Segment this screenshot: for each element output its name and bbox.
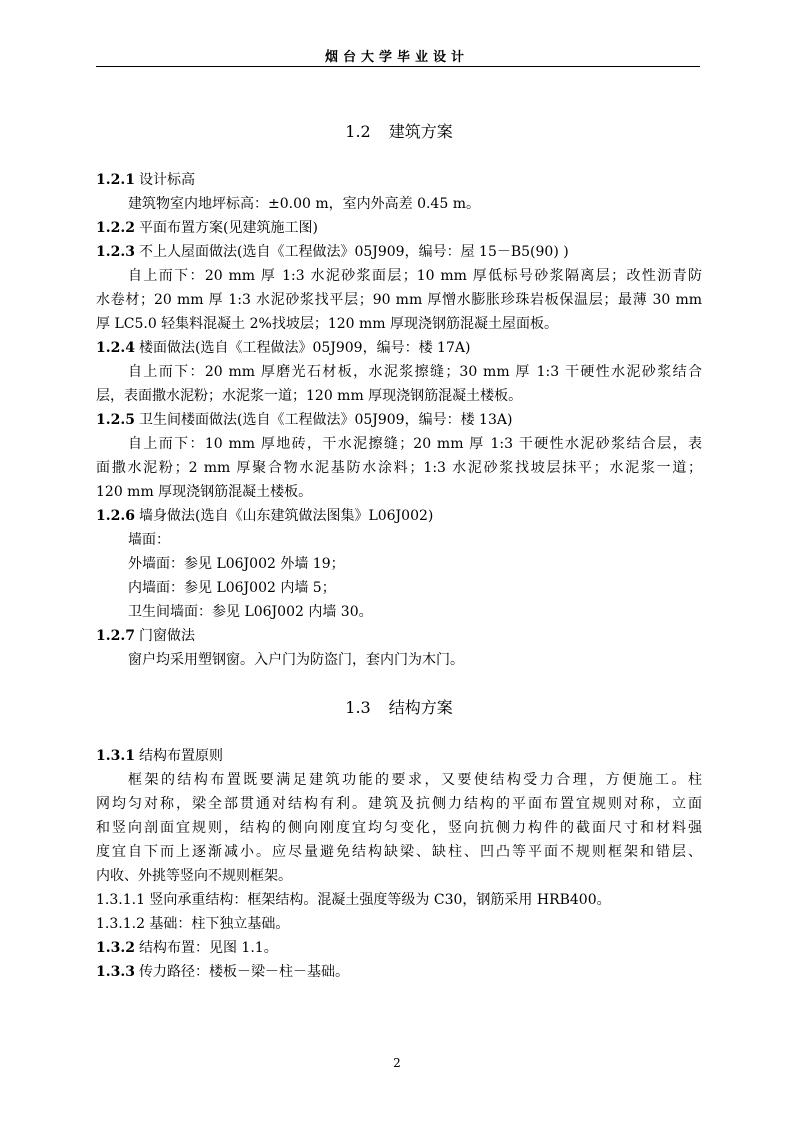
subheading-number: 1.2.5 <box>96 412 135 428</box>
paragraph-line: 120 mm 厚现浇钢筋混凝土楼板。 <box>96 484 313 500</box>
paragraph-line: 窗户均采用塑钢窗。入户门为防盗门，套内门为木门。 <box>128 652 464 668</box>
section-number: 1.3 <box>345 698 371 717</box>
paragraph-line: 度宜自下而上逐渐减小。应尽量避免结构缺梁、缺柱、凹凸等平面不规则框架和错层、 <box>96 844 702 860</box>
subheading-1-3-1-1: 1.3.1.1 竖向承重结构：框架结构。混凝土强度等级为 C30，钢筋采用 HRB400。 <box>96 892 611 908</box>
paragraph-line: 水卷材；20 mm 厚 1:3 水泥砂浆找平层；90 mm 厚憎水膨胀珍珠岩板保温层；最薄 30 mm <box>96 292 702 308</box>
subheading-number: 1.3.2 <box>96 940 135 956</box>
subheading-1-2-1 <box>96 170 195 190</box>
paragraph-line: 层，表面撒水泥粉；水泥浆一道；120 mm 厚现浇钢筋混凝土楼板。 <box>96 388 523 404</box>
section-title: 建筑方案 <box>388 122 453 141</box>
subheading-text: 门窗做法 <box>138 628 195 644</box>
subheading-number: 1.2.4 <box>96 340 135 356</box>
paragraph-line: 自上而下：10 mm 厚地砖，干水泥擦缝；20 mm 厚 1:3 干硬性水泥砂浆结合层，表 <box>128 436 702 452</box>
paragraph-line: 墙面： <box>128 532 170 548</box>
subheading-1-2-3 <box>96 242 569 262</box>
subheading-text: 卫生间楼面做法(选自《工程做法》05J909，编号：楼 13A) <box>138 412 513 428</box>
header-rule <box>96 66 700 67</box>
subheading-1-2-4 <box>96 338 470 358</box>
subheading-text: 传力路径：楼板－梁－柱－基础。 <box>138 964 349 980</box>
subheading-number: 1.2.6 <box>96 508 135 524</box>
subheading-1-2-5 <box>96 410 512 430</box>
subheading-1-3-3 <box>96 962 349 982</box>
section-title: 结构方案 <box>388 698 453 717</box>
header-title: 烟台大学毕业设计 <box>324 50 469 65</box>
paragraph-line: 内收、外挑等竖向不规则框架。 <box>96 868 292 884</box>
paragraph-line: 框架的结构布置既要满足建筑功能的要求，又要使结构受力合理，方便施工。柱 <box>128 772 702 788</box>
subheading-1-3-1 <box>96 746 223 766</box>
paragraph-line: 网均匀对称，梁全部贯通对结构有利。建筑及抗侧力结构的平面布置宜规则对称，立面 <box>96 796 702 812</box>
subheading-text: 楼面做法(选自《工程做法》05J909，编号：楼 17A) <box>138 340 471 356</box>
paragraph-line: 内墙面：参见 L06J002 内墙 5； <box>128 580 336 596</box>
subheading-number: 1.2.1 <box>96 172 135 188</box>
paragraph-line: 面撒水泥粉；2 mm 厚聚合物水泥基防水涂料；1:3 水泥砂浆找坡层抹平；水泥浆一道； <box>96 460 702 476</box>
subheading-1-2-2 <box>96 218 318 238</box>
paragraph-line: 自上而下：20 mm 厚磨光石材板，水泥浆擦缝；30 mm 厚 1:3 干硬性水泥砂浆结合 <box>128 364 702 380</box>
subheading-1-3-2 <box>96 938 278 958</box>
section-heading-1-2 <box>96 122 702 142</box>
section-heading-1-3 <box>96 698 702 718</box>
subheading-1-3-1-2: 1.3.1.2 基础：柱下独立基础。 <box>96 916 290 932</box>
paragraph-line: 自上而下：20 mm 厚 1:3 水泥砂浆面层；10 mm 厚低标号砂浆隔离层；改性沥青防 <box>128 268 702 284</box>
paragraph-line: 卫生间墙面：参见 L06J002 内墙 30。 <box>128 604 373 620</box>
paragraph-line: 建筑物室内地坪标高：±0.00 m，室内外高差 0.45 m。 <box>128 196 480 212</box>
subheading-number: 1.2.2 <box>96 220 135 236</box>
subheading-number: 1.2.7 <box>96 628 135 644</box>
subheading-number: 1.3.1 <box>96 748 135 764</box>
paragraph-line: 和竖向剖面宜规则，结构的侧向刚度宜均匀变化，竖向抗侧力构件的截面尺寸和材料强 <box>96 820 702 836</box>
subheading-text: 不上人屋面做法(选自《工程做法》05J909，编号：屋 15－B5(90) ) <box>138 244 569 260</box>
subheading-text: 结构布置：见图 1.1。 <box>138 940 278 956</box>
subheading-text: 设计标高 <box>138 172 195 188</box>
subheading-text: 墙身做法(选自《山东建筑做法图集》L06J002) <box>138 508 434 524</box>
paragraph-line: 外墙面：参见 L06J002 外墙 19； <box>128 556 345 572</box>
subheading-1-2-7 <box>96 626 195 646</box>
subheading-1-2-6 <box>96 506 433 526</box>
page-number: 2 <box>393 1056 401 1070</box>
paragraph-line: 厚 LC5.0 轻集料混凝土 2%找坡层；120 mm 厚现浇钢筋混凝土屋面板。 <box>96 316 559 332</box>
subheading-text: 结构布置原则 <box>138 748 223 764</box>
subheading-text: 平面布置方案(见建筑施工图) <box>138 220 318 236</box>
section-number: 1.2 <box>345 122 371 141</box>
subheading-number: 1.2.3 <box>96 244 135 260</box>
subheading-number: 1.3.3 <box>96 964 135 980</box>
